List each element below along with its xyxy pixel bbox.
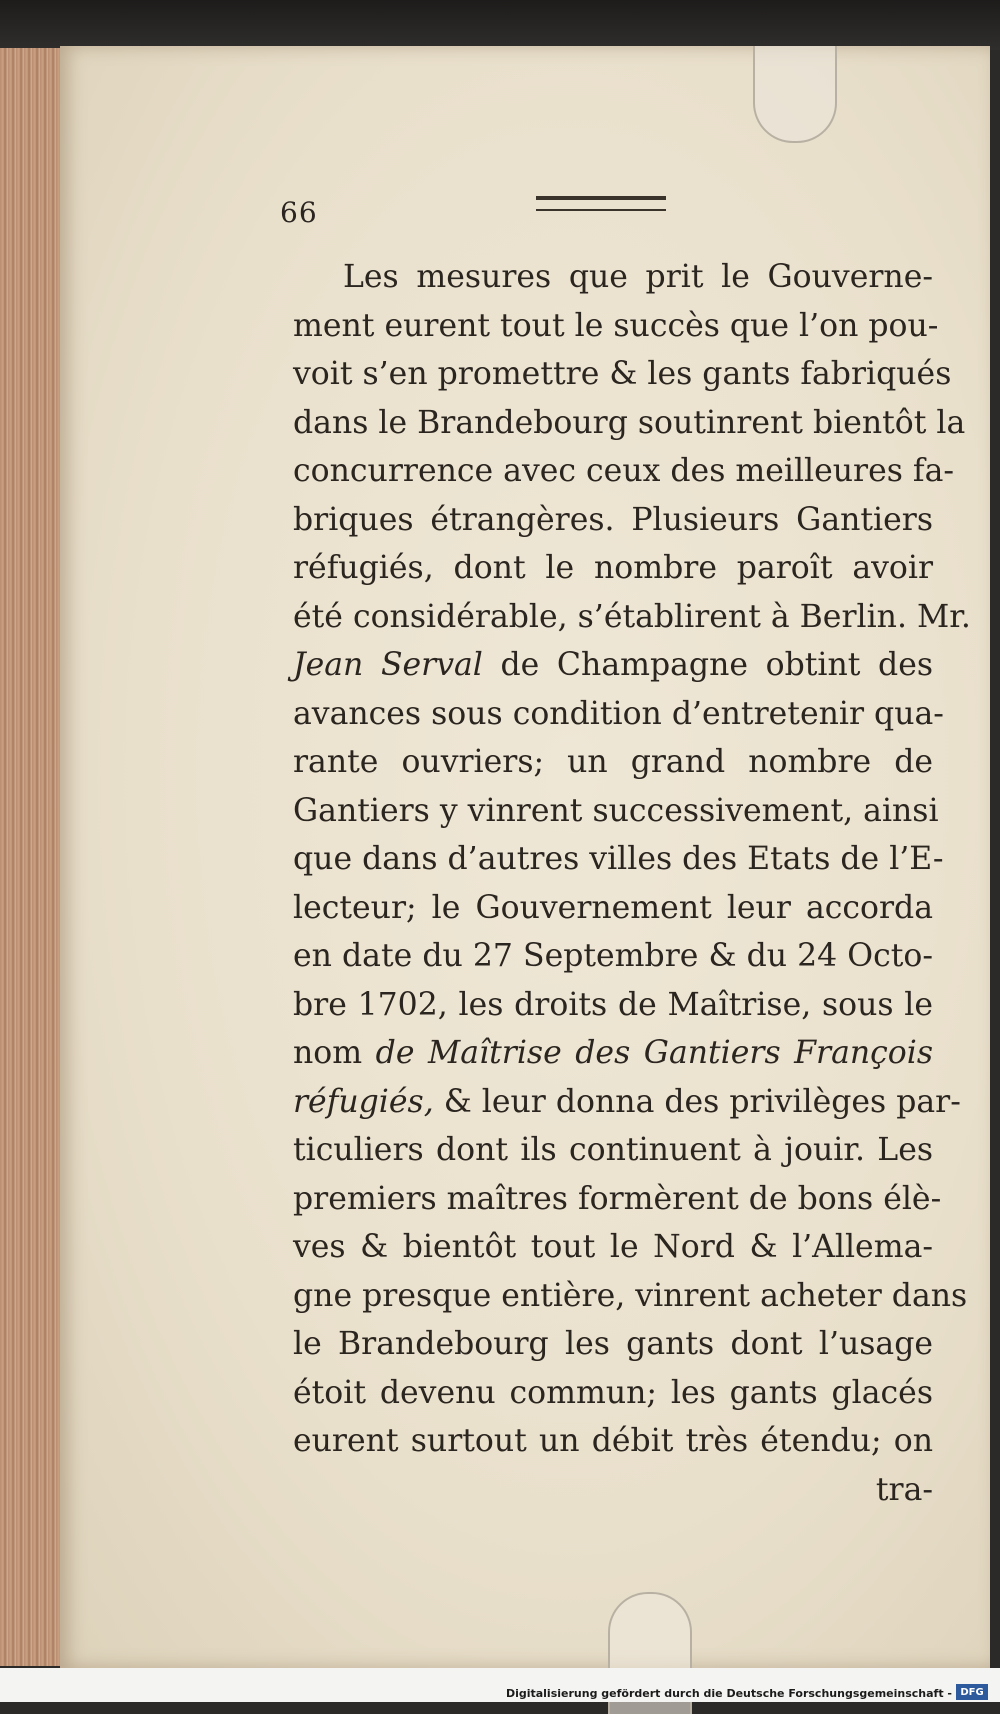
text-line: étoit devenu commun; les gants glacés — [293, 1374, 933, 1411]
text-line: bre 1702, les droits de Maîtrise, sous le — [293, 986, 933, 1023]
text-line: concurrence avec ceux des meilleures fa- — [293, 453, 954, 489]
text-line: le Brandebourg les gants dont l’usage — [293, 1326, 933, 1362]
italic-word: réfugiés, — [293, 1083, 434, 1120]
text-fragment: nom — [293, 1035, 363, 1071]
text-line: voit s’en promettre & les gants fabriqués — [293, 356, 952, 392]
page-number: 66 — [280, 196, 318, 229]
text-line: que dans d’autres villes des Etats de l’E- — [293, 841, 944, 877]
text-line: en date du 27 Septembre & du 24 Octo- — [293, 938, 933, 974]
body-text — [293, 253, 971, 1514]
header-rule — [536, 196, 666, 211]
italic-title: de Maîtrise des Gantiers François — [375, 1035, 933, 1071]
text-line: rante ouvriers; un grand nombre de — [293, 744, 933, 780]
text-line — [293, 1078, 961, 1127]
text-line: ment eurent tout le succès que l’on pou- — [293, 307, 939, 344]
text-fragment: de Champagne obtint des — [500, 647, 934, 683]
text-line: dans le Brandebourg soutinrent bientôt la — [293, 404, 966, 441]
page-clip-top — [753, 46, 837, 143]
text-line: eurent surtout un débit très étendu; on — [293, 1423, 933, 1459]
funding-credit: Digitalisierung gefördert durch die Deutsche Forschungsgemeinschaft - — [505, 1687, 952, 1700]
text-line: Gantiers y vinrent successivement, ainsi — [293, 792, 939, 829]
text-line: gne presque entière, vinrent acheter dans — [293, 1277, 968, 1314]
text-line: briques étrangères. Plusieurs Gantiers — [293, 501, 933, 538]
catchword: tra- — [875, 1471, 933, 1508]
text-fragment: & leur donna des privilèges par- — [443, 1083, 961, 1120]
text-line: ves & bientôt tout le Nord & l’Allema- — [293, 1229, 933, 1265]
text-line: été considérable, s’établirent à Berlin. Mr. — [293, 598, 971, 635]
text-line — [293, 641, 933, 690]
text-line: Les mesures que prit le Gouverne- — [343, 259, 933, 295]
book-page-edges — [0, 48, 68, 1666]
text-line: lecteur; le Gouvernement leur accorda — [293, 889, 933, 926]
text-line: avances sous condition d’entretenir qua- — [293, 695, 944, 732]
text-line: premiers maîtres formèrent de bons élè- — [293, 1180, 942, 1217]
scan-background-top — [0, 0, 1000, 50]
dfg-logo: DFG — [956, 1684, 988, 1700]
text-line: réfugiés, dont le nombre paroît avoir — [293, 550, 933, 586]
italic-name: Jean Serval — [293, 647, 483, 683]
text-line: ticuliers dont ils continuent à jouir. Les — [293, 1132, 933, 1168]
text-line — [293, 1029, 933, 1078]
